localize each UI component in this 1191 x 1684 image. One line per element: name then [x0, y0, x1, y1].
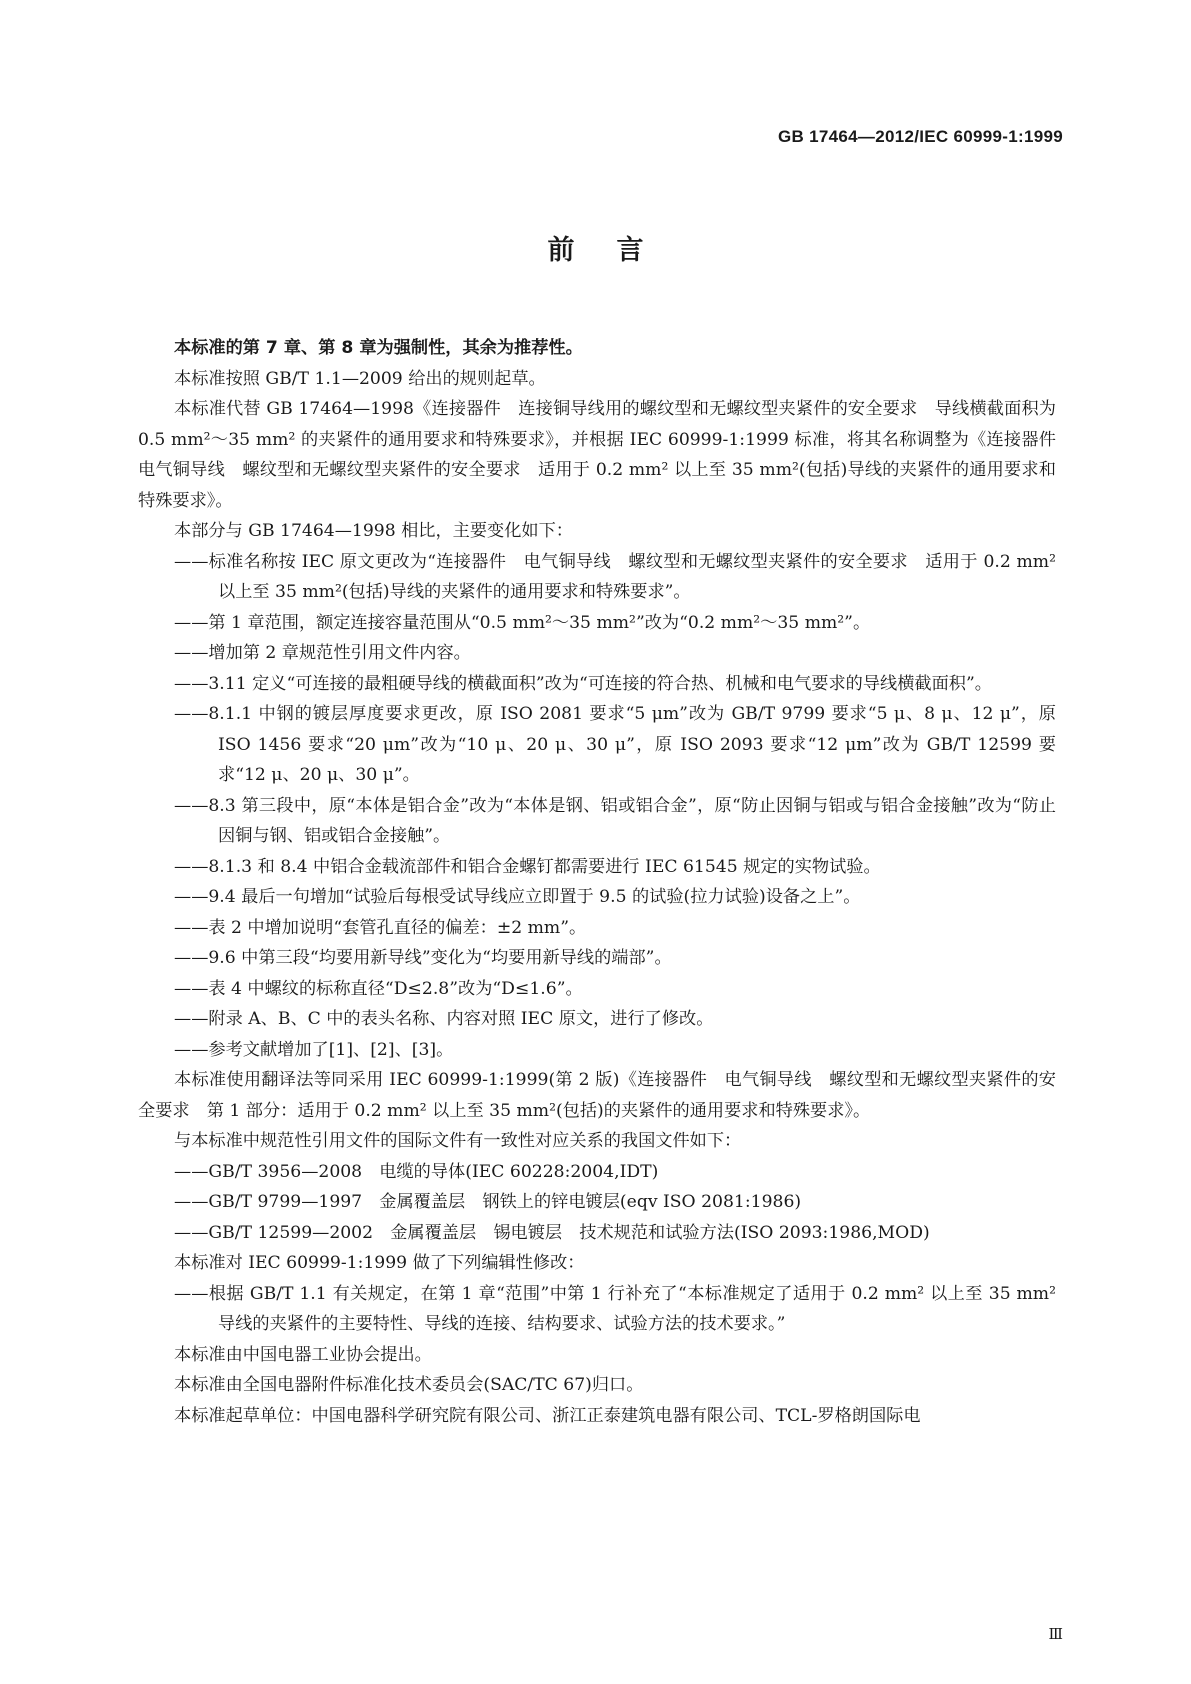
list-item: ——参考文献增加了[1]、[2]、[3]。: [174, 1039, 454, 1060]
paragraph: 本标准代替 GB 17464—1998《连接器件 连接铜导线用的螺纹型和无螺纹型夹紧件的安全要求 导线横截面积为 0.5 mm²～35 mm² 的夹紧件的通用要求和特殊要求》，并根据 IEC 60999-1:1999 标准，将其名称调整为《连接器件 电气铜导线 螺纹型和无螺纹型夹紧件的安全要求 适用于 0.2 mm² 以上至 35 mm²(包括)导线的夹紧件的通用要求和特殊要求》。: [138, 399, 1074, 511]
paragraph: 本标准由全国电器附件标准化技术委员会(SAC/TC 67)归口。: [174, 1375, 644, 1395]
paragraph: 本部分与 GB 17464—1998 相比，主要变化如下：: [174, 521, 573, 541]
paragraph: 本标准起草单位：中国电器科学研究院有限公司、浙江正泰建筑电器有限公司、TCL-罗格朗国际电: [174, 1405, 921, 1426]
list-item: ——8.1.3 和 8.4 中铝合金载流部件和铝合金螺钉都需要进行 IEC 61545 规定的实物试验。: [174, 856, 881, 877]
mandatory-statement: 本标准的第 7 章、第 8 章为强制性，其余为推荐性。: [174, 338, 583, 358]
paragraph: 本标准按照 GB/T 1.1—2009 给出的规则起草。: [174, 368, 546, 389]
document-body: [138, 333, 1074, 1431]
paragraph: 与本标准中规范性引用文件的国际文件有一致性对应关系的我国文件如下：: [174, 1131, 742, 1151]
paragraph: 本标准由中国电器工业协会提出。: [174, 1344, 432, 1365]
paragraph: 本标准对 IEC 60999-1:1999 做了下列编辑性修改：: [174, 1253, 585, 1273]
list-item: ——3.11 定义“可连接的最粗硬导线的横截面积”改为“可连接的符合热、机械和电气要求的导线横截面积”。: [174, 673, 992, 694]
page-title: 前言: [547, 235, 686, 266]
list-item: ——GB/T 3956—2008 电缆的导体(IEC 60228:2004,IDT): [174, 1161, 659, 1182]
list-item: ——8.3 第三段中，原“本体是铝合金”改为“本体是钢、铝或铝合金”，原“防止因铜与铝或与铝合金接触”改为“防止因铜与钢、铝或铝合金接触”。: [174, 795, 1056, 846]
list-item: ——根据 GB/T 1.1 有关规定，在第 1 章“范围”中第 1 行补充了“本标准规定了适用于 0.2 mm² 以上至 35 mm² 导线的夹紧件的主要特性、导线的连接、结构要求、试验方法的技术要求。”: [174, 1283, 1056, 1334]
list-item: ——附录 A、B、C 中的表头名称、内容对照 IEC 原文，进行了修改。: [174, 1009, 714, 1029]
list-item: ——9.6 中第三段“均要用新导线”变化为“均要用新导线的端部”。: [174, 948, 672, 968]
list-item: ——GB/T 12599—2002 金属覆盖层 锡电镀层 技术规范和试验方法(ISO 2093:1986,MOD): [174, 1222, 930, 1243]
list-item: ——表 4 中螺纹的标称直径“D≤2.8”改为“D≤1.6”。: [174, 978, 583, 999]
list-item: ——第 1 章范围，额定连接容量范围从“0.5 mm²～35 mm²”改为“0.2 mm²～35 mm²”。: [174, 612, 871, 633]
list-item: ——增加第 2 章规范性引用文件内容。: [174, 643, 471, 663]
paragraph: 本标准使用翻译法等同采用 IEC 60999-1:1999(第 2 版)《连接器件 电气铜导线 螺纹型和无螺纹型夹紧件的安全要求 第 1 部分：适用于 0.2 mm² 以上至 35 mm²(包括)的夹紧件的通用要求和特殊要求》。: [138, 1070, 1056, 1121]
list-item: ——标准名称按 IEC 原文更改为“连接器件 电气铜导线 螺纹型和无螺纹型夹紧件的安全要求 适用于 0.2 mm² 以上至 35 mm²(包括)导线的夹紧件的通用要求和特殊要求”。: [174, 551, 1056, 602]
page-number: Ⅲ: [1048, 1625, 1063, 1643]
list-item: ——GB/T 9799—1997 金属覆盖层 钢铁上的锌电镀层(eqv ISO 2081:1986): [174, 1192, 802, 1212]
standard-number: GB 17464—2012/IEC 60999-1:1999: [778, 127, 1063, 146]
list-item: ——8.1.1 中钢的镀层厚度要求更改，原 ISO 2081 要求“5 μm”改为 GB/T 9799 要求“5 μ、8 μ、12 μ”，原 ISO 1456 要求“20 μm”改为“10 μ、20 μ、30 μ”，原 ISO 2093 要求“12 μm”改为 GB/T 12599 要求“12 μ、20 μ、30 μ”。: [174, 704, 1056, 785]
list-item: ——9.4 最后一句增加“试验后每根受试导线应立即置于 9.5 的试验(拉力试验)设备之上”。: [174, 887, 861, 907]
list-item: ——表 2 中增加说明“套管孔直径的偏差：±2 mm”。: [174, 917, 587, 938]
